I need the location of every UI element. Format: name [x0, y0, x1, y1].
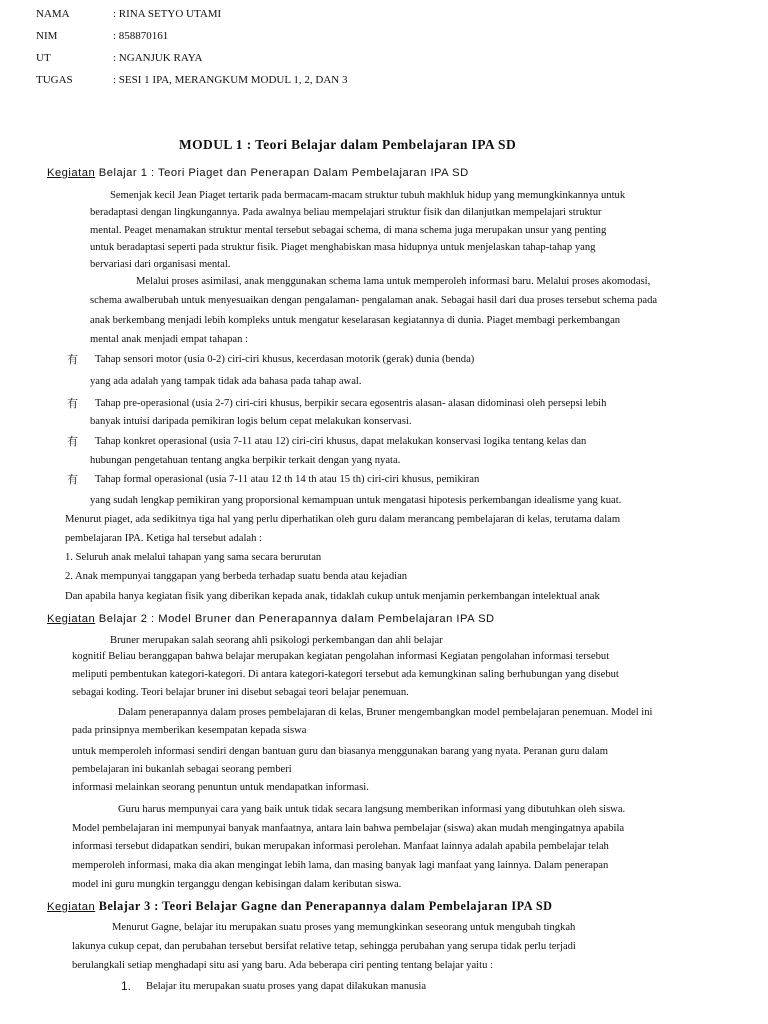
k1-paragraph-line: beradaptasi dengan lingkungannya. Pada awalnya beliau mempelajari struktur fisik dan dilanjutkan mempelajari struktur [90, 207, 602, 218]
k2-paragraph-line: pada prinsipnya memberikan kesempatan kepada siswa [72, 725, 307, 736]
k3-paragraph-line: lakunya cukup cepat, dan perubahan tersebut bersifat relative tetap, sehingga perubahan yang serupa tidak perlu terjadi [72, 941, 576, 952]
value-nama: : RINA SETYO UTAMI [113, 8, 222, 20]
k3-item-number: 1. [121, 979, 132, 993]
kegiatan-3-title: Belajar 3 : Teori Belajar Gagne dan Penerapannya dalam Pembelajaran IPA SD [95, 899, 553, 913]
k2-paragraph-line: kognitif Beliau beranggapan bahwa belajar merupakan kegiatan pengolahan informasi Kegiatan pengolahan informasi tersebut [72, 651, 610, 662]
k2-paragraph-line: memperoleh informasi, maka dia akan mengingat lebih lama, dan masing banyak lagi manfaat yang lainnya. Dalam penerapan [72, 860, 609, 871]
kegiatan-3-prefix: Kegiatan [47, 901, 96, 913]
kegiatan-1-title: Belajar 1 : Teori Piaget dan Penerapan Dalam Pembelajaran IPA SD [95, 167, 469, 179]
bullet-icon: 有 [67, 435, 78, 448]
k3-paragraph-line: berulangkali setiap menghadapi situ asi yang baru. Ada beberapa ciri penting tentang belajar yaitu : [72, 960, 493, 971]
k1-paragraph-line: bervariasi dari organisasi mental. [90, 259, 231, 270]
kegiatan-1-prefix: Kegiatan [47, 167, 96, 179]
stage-item-cont: hubungan pengetahuan tentang angka berpikir terkait dengan yang nyata. [90, 455, 401, 466]
k2-paragraph-line: Dalam penerapannya dalam proses pembelajaran di kelas, Bruner mengembangkan model pembelajaran penemuan. Model ini [118, 707, 653, 718]
k2-paragraph-line: sebagai koding. Teori belajar bruner ini disebut sebagai teori belajar penemuan. [72, 687, 409, 698]
label-ut: UT [36, 52, 51, 64]
k1-list-item: 1. Seluruh anak melalui tahapan yang sama secara berurutan [65, 552, 322, 563]
k2-paragraph-line: untuk memperoleh informasi sendiri dengan bantuan guru dan biasanya menggunakan barang yang nyata. Peranan guru dalam [72, 746, 608, 757]
k2-paragraph-line: pembelajaran ini bukanlah sebagai seorang pemberi [72, 764, 292, 775]
label-nim: NIM [36, 30, 58, 42]
k1-paragraph-line: mental anak menjadi empat tahapan : [90, 334, 248, 345]
label-tugas: TUGAS [36, 74, 73, 86]
value-ut: : NGANJUK RAYA [113, 52, 203, 64]
k2-paragraph-line: Guru harus mempunyai cara yang baik untuk tidak secara langsung memberikan informasi yang dibutuhkan oleh siswa. [118, 804, 626, 815]
k2-paragraph-line: informasi tersebut didapatkan sendiri, bukan merupakan informasi perolehan. Manfaat lainnya adalah apabila pembelajar telah [72, 841, 609, 852]
k3-list-item: Belajar itu merupakan suatu proses yang dapat dilakukan manusia [146, 981, 427, 992]
k1-paragraph-line: untuk beradaptasi seperti pada struktur fisik. Piaget menghabiskan masa hidupnya untuk menjelaskan tahap-tahap yang [90, 242, 596, 253]
kegiatan-3-heading [47, 899, 552, 914]
bullet-icon: 有 [67, 473, 78, 486]
k2-paragraph-line: Model pembelajaran ini mempunyai banyak manfaatnya, antara lain bahwa pembelajar (siswa) akan mudah mengingatnya apabila [72, 823, 625, 834]
stage-item: Tahap pre-operasional (usia 2-7) ciri-ciri khusus, berpikir secara egosentris alasan- alasan didominasi oleh persepsi lebih [95, 398, 607, 409]
stage-item-cont: banyak intuisi daripada pemikiran logis belum cepat melakukan konservasi. [90, 416, 412, 427]
label-nama: NAMA [36, 8, 70, 20]
kegiatan-2-prefix: Kegiatan [47, 613, 96, 625]
value-tugas: : SESI 1 IPA, MERANGKUM MODUL 1, 2, DAN 3 [113, 74, 348, 86]
stage-item-cont: yang sudah lengkap pemikiran yang proporsional kemampuan untuk mengatasi hipotesis perkembangan idealisme yang kuat. [90, 495, 622, 506]
stage-item: Tahap konkret operasional (usia 7-11 atau 12) ciri-ciri khusus, dapat melakukan konservasi logika tentang kelas dan [95, 436, 587, 447]
k1-list-item: 2. Anak mempunyai tanggapan yang berbeda terhadap suatu benda atau kejadian [65, 571, 408, 582]
k2-paragraph-line: meliputi pembentukan kategori-kategori. Di antara kategori-kategori tersebut ada kemungkinan saling berhubungan yang disebut [72, 669, 619, 680]
k1-paragraph-line: Semenjak kecil Jean Piaget tertarik pada bermacam-macam struktur tubuh makhluk hidup yang memungkinkannya untuk [110, 190, 626, 201]
kegiatan-2-heading [47, 612, 495, 626]
k1-paragraph-line: anak berkembang menjadi lebih kompleks untuk mengatur keselarasan kegiatannya di dunia. Piaget membagi perkembangan [90, 315, 621, 326]
stage-item-cont: yang ada adalah yang tampak tidak ada bahasa pada tahap awal. [90, 376, 362, 387]
k1-paragraph-line: Melalui proses asimilasi, anak menggunakan schema lama untuk memperoleh informasi baru. Melalui proses akomodasi, [136, 276, 651, 287]
kegiatan-2-title: Belajar 2 : Model Bruner dan Penerapannya dalam Pembelajaran IPA SD [95, 613, 495, 625]
k2-paragraph-line: model ini guru mungkin terganggu dengan kebisingan dalam keributan siswa. [72, 879, 402, 890]
k1-paragraph-line: schema awalberubah untuk menyesuaikan dengan pengalaman- pengalaman anak. Sebagai hasil dari dua proses tersebut schema pada [90, 295, 658, 306]
stage-item: Tahap sensori motor (usia 0-2) ciri-ciri khusus, kecerdasan motorik (gerak) dunia (benda) [95, 354, 475, 365]
k1-paragraph-line: mental. Peaget menamakan struktur mental tersebut sebagai schema, di mana schema juga merupakan unsur yang penting [90, 225, 607, 236]
modul-title: MODUL 1 : Teori Belajar dalam Pembelajaran IPA SD [179, 137, 517, 152]
k3-paragraph-line: Menurut Gagne, belajar itu merupakan suatu proses yang memungkinkan seseorang untuk mengubah tingkah [112, 922, 576, 933]
k1-after-line: Menurut piaget, ada sedikitnya tiga hal yang perlu diperhatikan oleh guru dalam merancang pembelajaran di kelas, terutama dalam [65, 514, 621, 525]
k2-paragraph-line: Bruner merupakan salah seorang ahli psikologi perkembangan dan ahli belajar [110, 635, 443, 646]
bullet-icon: 有 [67, 397, 78, 410]
stage-item: Tahap formal operasional (usia 7-11 atau 12 th 14 th atau 15 th) ciri-ciri khusus, pemikiran [95, 474, 480, 485]
k2-paragraph-line: informasi melainkan seorang penuntun untuk mendapatkan informasi. [72, 782, 369, 793]
k1-after-line: Dan apabila hanya kegiatan fisik yang diberikan kepada anak, tidaklah cukup untuk menjamin perkembangan intelektual anak [65, 591, 600, 602]
kegiatan-1-heading [47, 166, 469, 180]
bullet-icon: 有 [67, 353, 78, 366]
k1-after-line: pembelajaran IPA. Ketiga hal tersebut adalah : [65, 533, 262, 544]
value-nim: : 858870161 [113, 30, 169, 42]
